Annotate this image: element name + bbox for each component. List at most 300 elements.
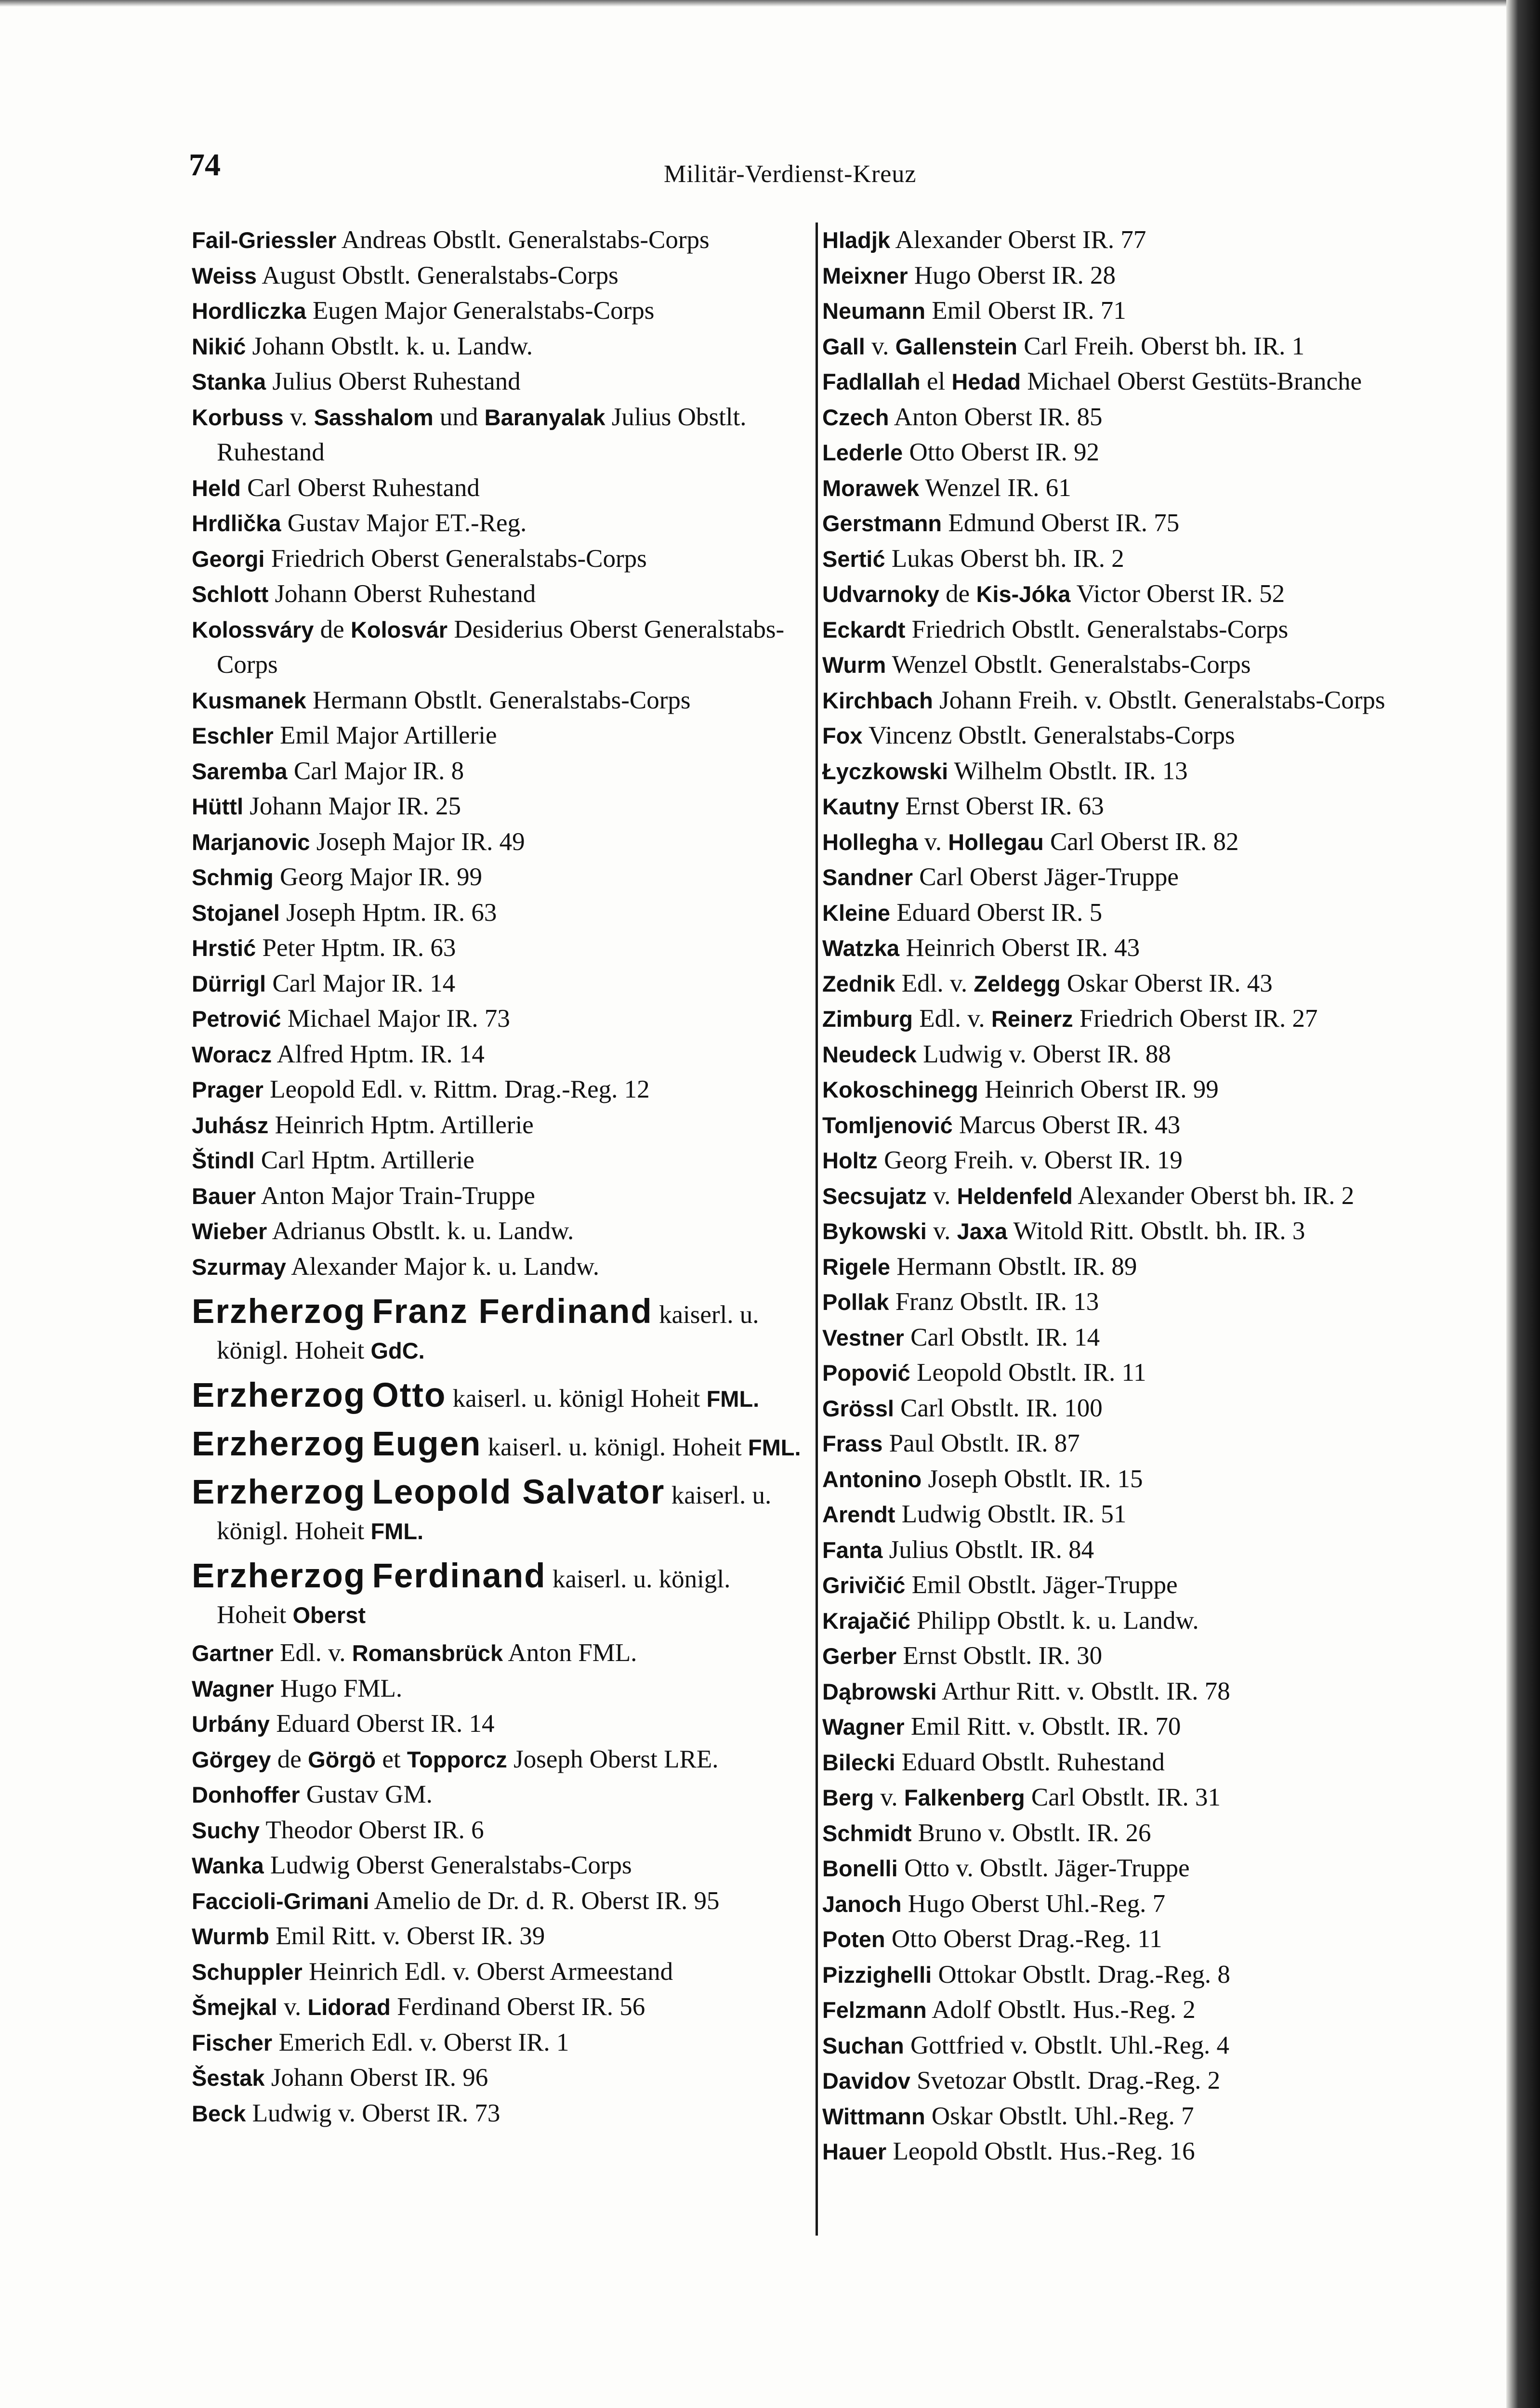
entry-detail: Oskar Oberst IR. 43 [1060, 969, 1273, 997]
entry-detail: Anton Oberst IR. 85 [889, 403, 1103, 431]
entry-surname: Nikić [192, 333, 246, 359]
entry-surname: Vestner [822, 1324, 904, 1350]
entry-detail: Leopold Obstlt. IR. 11 [910, 1359, 1146, 1387]
entry-detail: Eduard Obstlt. Ruhestand [895, 1748, 1165, 1776]
entry-surname: Hrdlička [192, 510, 281, 536]
list-entry [192, 364, 803, 400]
list-entry [822, 2134, 1446, 2170]
left-entry-list [192, 222, 803, 1284]
entry-detail: Ludwig v. Oberst IR. 88 [916, 1040, 1171, 1068]
entry-surname: Gerber [822, 1643, 897, 1669]
entry-detail: Wenzel IR. 61 [919, 473, 1071, 502]
entry-surname: Bykowski [822, 1218, 927, 1244]
entry-detail: Gustav GM. [300, 1780, 433, 1808]
list-entry [192, 1813, 803, 1848]
entry-surname: Zimburg [822, 1006, 913, 1032]
list-entry [822, 293, 1446, 329]
entry-surname: Fail-Griessler [192, 227, 337, 253]
list-entry [192, 1671, 803, 1707]
list-entry [822, 2063, 1446, 2099]
entry-surname: Gartner [192, 1640, 274, 1666]
entry-surname: Fischer [192, 2029, 273, 2055]
list-entry [192, 718, 803, 754]
entry-detail: Otto v. Obstlt. Jäger-Truppe [897, 1854, 1190, 1882]
entry-detail: Emil Oberst IR. 71 [925, 297, 1126, 325]
entry-detail: Lukas Oberst bh. IR. 2 [885, 544, 1124, 573]
entry-detail: de [314, 615, 351, 643]
list-entry [192, 1001, 803, 1037]
list-entry [192, 1848, 803, 1884]
list-entry [822, 364, 1446, 400]
entry-surname: Neudeck [822, 1041, 917, 1067]
entry-detail: Gustav Major ET.-Reg. [281, 509, 527, 537]
list-entry [192, 1178, 803, 1214]
list-entry [822, 1072, 1446, 1108]
entry-detail: Adolf Obstlt. Hus.-Reg. 2 [926, 1996, 1196, 2024]
list-entry [822, 2028, 1446, 2064]
entry-surname: Berg [822, 1785, 874, 1810]
list-entry [192, 612, 803, 683]
entry-detail: Vincenz Obstlt. Generalstabs-Corps [862, 721, 1235, 749]
entry-surname: Felzmann [822, 1997, 927, 2023]
entry-surname: Poten [822, 1926, 885, 1952]
entry-detail: Paul Obstlt. IR. 87 [882, 1429, 1080, 1457]
entry-surname: Czech [822, 404, 889, 430]
entry-surname: Hüttl [192, 794, 244, 819]
entry-surname: Wagner [192, 1675, 274, 1701]
entry-detail: Leopold Edl. v. Rittm. Drag.-Reg. 12 [263, 1075, 650, 1103]
entry-surname: Wieber [192, 1218, 267, 1244]
entry-detail: Anton Major Train-Truppe [256, 1181, 535, 1210]
entry-detail: Julius Obstlt. Ruhestand [217, 403, 747, 466]
entry-surname: Grivičić [822, 1572, 906, 1598]
list-entry [822, 754, 1446, 789]
left-column [192, 222, 803, 2131]
entry-surname: Bauer [192, 1183, 256, 1209]
entry-detail: Edl. v. [912, 1005, 991, 1033]
entry-detail: Carl Obstlt. IR. 31 [1025, 1783, 1221, 1811]
list-entry [192, 1037, 803, 1073]
list-entry [822, 1568, 1446, 1603]
entry-surname: Bilecki [822, 1749, 895, 1775]
column-divider [816, 222, 818, 2236]
archduke-title: Erzherzog [192, 1473, 366, 1511]
list-entry [822, 1816, 1446, 1851]
entry-detail: Johann Freih. v. Obstlt. Generalstabs-Corps [933, 686, 1385, 714]
entry-surname: Secsujatz [822, 1183, 927, 1209]
entry-surname: Antonino [822, 1466, 922, 1492]
entry-detail: Carl Obstlt. IR. 14 [904, 1323, 1100, 1351]
list-entry [822, 1391, 1446, 1426]
entry-detail: Witold Ritt. Obstlt. bh. IR. 3 [1007, 1217, 1305, 1245]
entry-detail: Friedrich Oberst IR. 27 [1073, 1005, 1318, 1033]
list-entry [822, 1957, 1446, 1993]
entry-surname: Fadlallah [822, 369, 921, 394]
entry-detail: Peter Hptm. IR. 63 [256, 934, 456, 962]
archduke-entry [192, 1425, 803, 1466]
entry-detail: Arthur Ritt. v. Obstlt. IR. 78 [936, 1677, 1230, 1705]
entry-detail: Eduard Oberst IR. 5 [890, 898, 1103, 927]
archduke-entry [192, 1376, 803, 1417]
archduke-detail: kaiserl. u. königl. Hoheit [217, 1481, 772, 1545]
entry-detail: Otto Oberst Drag.-Reg. 11 [885, 1925, 1162, 1953]
entry-detail: Carl Oberst Ruhestand [240, 473, 480, 502]
archduke-title: Erzherzog [192, 1425, 366, 1463]
list-entry [822, 1320, 1446, 1356]
entry-surname: Neumann [822, 298, 926, 324]
entry-detail: Ottokar Obstlt. Drag.-Reg. 8 [932, 1960, 1230, 1989]
entry-surname: Hrstić [192, 935, 256, 961]
entry-surname: Meixner [822, 262, 908, 288]
entry-surname: Štindl [192, 1148, 255, 1173]
entry-predicate: Kis-Jóka [976, 581, 1071, 607]
list-entry [822, 1992, 1446, 2028]
entry-detail: Heinrich Oberst IR. 99 [978, 1075, 1219, 1103]
list-entry [192, 754, 803, 789]
entry-detail: Amelio de Dr. d. R. Oberst IR. 95 [369, 1886, 720, 1915]
list-entry [822, 329, 1446, 365]
entry-detail: Leopold Obstlt. Hus.-Reg. 16 [886, 2137, 1195, 2165]
entry-detail: Georg Major IR. 99 [273, 863, 483, 891]
archduke-rank: GdC. [370, 1337, 425, 1363]
entry-predicate: Topporcz [407, 1746, 507, 1772]
list-entry [822, 612, 1446, 648]
entry-detail: Heinrich Edl. v. Oberst Armeestand [302, 1957, 673, 1986]
list-entry [822, 471, 1446, 506]
entry-predicate: Gallenstein [895, 333, 1017, 359]
list-entry [192, 258, 803, 294]
list-entry [192, 1249, 803, 1285]
list-entry [192, 541, 803, 577]
entry-surname: Sandner [822, 864, 913, 890]
entry-surname: Held [192, 475, 241, 501]
entry-predicate: Hedad [951, 369, 1021, 394]
list-entry [822, 1178, 1446, 1214]
entry-surname: Kirchbach [822, 687, 933, 713]
entry-surname: Holtz [822, 1148, 878, 1173]
list-entry [822, 1780, 1446, 1816]
list-entry [192, 1919, 803, 1954]
entry-surname: Udvarnoky [822, 581, 939, 607]
entry-surname: Watzka [822, 935, 900, 961]
entry-detail: Alexander Oberst bh. IR. 2 [1072, 1181, 1355, 1210]
archduke-entry [192, 1557, 803, 1633]
archduke-detail: kaiserl. u. königl. Hoheit [217, 1565, 731, 1629]
entry-detail: Adrianus Obstlt. k. u. Landw. [267, 1217, 574, 1245]
entry-surname: Gerstmann [822, 510, 942, 536]
entry-detail: Emil Ritt. v. Obstlt. IR. 70 [904, 1713, 1181, 1741]
entry-detail: Otto Oberst IR. 92 [903, 438, 1099, 466]
archduke-name: Ferdinand [372, 1557, 546, 1595]
entry-surname: Stanka [192, 369, 266, 394]
list-entry [192, 1706, 803, 1742]
right-column [822, 222, 1446, 2170]
entry-detail: Johann Oberst Ruhestand [268, 580, 536, 608]
entry-detail: Franz Obstlt. IR. 13 [889, 1288, 1099, 1316]
list-entry [822, 258, 1446, 294]
running-title: Militär-Verdienst-Kreuz [664, 160, 917, 188]
entry-surname: Görgey [192, 1746, 271, 1772]
entry-surname: Arendt [822, 1502, 895, 1527]
entry-surname: Tomljenović [822, 1112, 953, 1138]
entry-surname: Saremba [192, 758, 288, 784]
list-entry [192, 471, 803, 506]
list-entry [822, 1638, 1446, 1674]
list-entry [822, 1037, 1446, 1073]
list-entry [192, 789, 803, 824]
list-entry [192, 1884, 803, 1919]
list-entry [822, 400, 1446, 435]
entry-surname: Juhász [192, 1112, 269, 1138]
entry-detail: Hugo Oberst IR. 28 [908, 261, 1116, 289]
list-entry [822, 1745, 1446, 1780]
entry-detail: Emil Major Artillerie [273, 721, 497, 749]
archduke-name: Leopold Salvator [372, 1473, 665, 1511]
entry-detail: Wenzel Obstlt. Generalstabs-Corps [886, 651, 1251, 679]
list-entry [822, 930, 1446, 966]
entry-detail: Michael Oberst Gestüts-Branche [1021, 367, 1362, 395]
list-entry [822, 1426, 1446, 1462]
list-entry [192, 1214, 803, 1249]
entry-detail: Carl Oberst IR. 82 [1043, 827, 1239, 856]
list-entry [822, 647, 1446, 683]
list-entry [822, 1462, 1446, 1497]
entry-detail: Joseph Hptm. IR. 63 [279, 898, 497, 927]
entry-detail: Alfred Hptm. IR. 14 [272, 1040, 485, 1068]
entry-detail: Svetozar Obstlt. Drag.-Reg. 2 [910, 2067, 1221, 2094]
entry-detail: Wilhelm Obstlt. IR. 13 [948, 757, 1188, 785]
entry-detail: Carl Freih. Oberst bh. IR. 1 [1017, 332, 1305, 360]
list-entry [822, 1922, 1446, 1957]
left-entry-list-continued [192, 1636, 803, 2131]
list-entry [192, 966, 803, 1002]
entry-predicate: Reinerz [991, 1006, 1073, 1032]
entry-surname: Petrović [192, 1006, 281, 1032]
list-entry [192, 329, 803, 365]
entry-surname: Zednik [822, 970, 895, 996]
archduke-entry [192, 1473, 803, 1549]
entry-surname: Woracz [192, 1041, 272, 1067]
entry-detail: v. [865, 332, 895, 360]
list-entry [822, 824, 1446, 860]
entry-surname: Urbány [192, 1711, 270, 1737]
entry-predicate: Hollegau [948, 829, 1044, 855]
entry-detail: Carl Hptm. Artillerie [254, 1146, 474, 1174]
entry-detail: Hugo FML. [274, 1674, 403, 1702]
entry-surname: Rigele [822, 1254, 891, 1280]
entry-detail: de [271, 1745, 308, 1773]
list-entry [192, 400, 803, 471]
entry-predicate: Sasshalom [314, 404, 434, 430]
list-entry [822, 789, 1446, 824]
entry-detail: Emil Ritt. v. Oberst IR. 39 [269, 1922, 545, 1950]
entry-predicate: Heldenfeld [957, 1183, 1073, 1209]
entry-surname: Šestak [192, 2065, 265, 2091]
entry-detail: und [433, 403, 485, 431]
entry-predicate: Jaxa [957, 1218, 1008, 1244]
entry-surname: Kusmanek [192, 687, 306, 713]
entry-detail: Eduard Oberst IR. 14 [269, 1710, 495, 1738]
list-entry [822, 1108, 1446, 1143]
entry-surname: Donhoffer [192, 1782, 300, 1807]
entry-detail: Theodor Oberst IR. 6 [260, 1816, 484, 1844]
entry-surname: Janoch [822, 1891, 902, 1917]
entry-detail: Ludwig Obstlt. IR. 51 [895, 1500, 1127, 1528]
list-entry [192, 1072, 803, 1108]
archduke-detail: kaiserl. u. königl. Hoheit [481, 1433, 748, 1461]
list-entry [822, 1886, 1446, 1922]
entry-surname: Kleine [822, 900, 891, 926]
archduke-detail: kaiserl. u. königl. Hoheit [217, 1301, 759, 1364]
entry-detail: Philipp Obstlt. k. u. Landw. [910, 1606, 1199, 1635]
entry-detail: el [920, 367, 952, 395]
entry-surname: Wurm [822, 652, 886, 678]
list-entry [192, 683, 803, 719]
entry-surname: Šmejkal [192, 1994, 277, 2020]
entry-surname: Marjanovic [192, 829, 310, 855]
list-entry [192, 2025, 803, 2061]
entry-surname: Hollegha [822, 829, 918, 855]
entry-detail: Friedrich Oberst Generalstabs-Corps [264, 544, 647, 573]
list-entry [822, 1001, 1446, 1037]
list-entry [822, 1284, 1446, 1320]
entry-surname: Hauer [822, 2139, 887, 2164]
entry-surname: Weiss [192, 262, 257, 288]
list-entry [822, 222, 1446, 258]
list-entry [822, 895, 1446, 931]
list-entry [822, 2099, 1446, 2134]
archduke-list [192, 1292, 803, 1633]
entry-surname: Schmidt [822, 1820, 912, 1846]
entry-surname: Schlott [192, 581, 269, 607]
entry-detail: Anton FML. [503, 1639, 637, 1667]
entry-detail: Hugo Oberst Uhl.-Reg. 7 [901, 1889, 1166, 1918]
list-entry [192, 930, 803, 966]
list-entry [192, 860, 803, 895]
list-entry [192, 506, 803, 541]
list-entry [822, 860, 1446, 895]
entry-surname: Wurmb [192, 1924, 270, 1949]
entry-surname: Wanka [192, 1853, 264, 1878]
entry-surname: Hordliczka [192, 298, 306, 324]
entry-detail: v. [918, 827, 948, 856]
entry-surname: Popović [822, 1360, 910, 1386]
list-entry [192, 222, 803, 258]
archduke-rank: FML. [370, 1518, 424, 1544]
list-entry [822, 1214, 1446, 1249]
list-entry [822, 1851, 1446, 1886]
list-entry [192, 1777, 803, 1813]
archduke-title: Erzherzog [192, 1376, 366, 1414]
entry-predicate: Romansbrück [352, 1640, 503, 1666]
entry-surname: Hladjk [822, 227, 891, 253]
entry-detail: Bruno v. Obstlt. IR. 26 [911, 1819, 1151, 1847]
list-entry [822, 541, 1446, 577]
entry-detail: Friedrich Obstlt. Generalstabs-Corps [905, 615, 1289, 643]
entry-detail: Carl Major IR. 14 [266, 969, 456, 997]
list-entry [192, 576, 803, 612]
entry-surname: Sertić [822, 546, 885, 572]
entry-surname: Krajačić [822, 1608, 910, 1634]
entry-surname: Eschler [192, 723, 274, 748]
entry-surname: Eckardt [822, 616, 906, 642]
list-entry [822, 435, 1446, 471]
list-entry [822, 576, 1446, 612]
list-entry [192, 293, 803, 329]
entry-surname: Lederle [822, 440, 903, 465]
entry-predicate: Görgö [308, 1746, 376, 1772]
list-entry [822, 683, 1446, 719]
archduke-rank: Oberst [292, 1602, 366, 1628]
archduke-name: Eugen [372, 1425, 482, 1463]
entry-surname: Bonelli [822, 1856, 898, 1881]
entry-surname: Gall [822, 333, 865, 359]
entry-surname: Kokoschinegg [822, 1077, 978, 1102]
entry-detail: Carl Major IR. 8 [287, 757, 464, 785]
entry-surname: Georgi [192, 546, 265, 572]
page-number: 74 [189, 147, 221, 183]
entry-surname: Suchy [192, 1817, 260, 1843]
entry-detail: Carl Oberst Jäger-Truppe [913, 863, 1179, 891]
entry-detail: Ernst Oberst IR. 63 [899, 792, 1104, 820]
entry-detail: v. [874, 1783, 904, 1811]
entry-detail: Emerich Edl. v. Oberst IR. 1 [272, 2028, 569, 2056]
entry-detail: v. [926, 1181, 957, 1210]
list-entry [192, 1954, 803, 1990]
entry-detail: Heinrich Oberst IR. 43 [899, 934, 1140, 962]
entry-detail: Carl Obstlt. IR. 100 [894, 1394, 1103, 1422]
archduke-detail: kaiserl. u. königl Hoheit [446, 1385, 707, 1413]
entry-predicate: Lidorad [307, 1994, 391, 2020]
entry-detail: Joseph Oberst LRE. [507, 1745, 719, 1773]
entry-detail: Desiderius Oberst Generalstabs-Corps [217, 615, 785, 679]
list-entry [822, 718, 1446, 754]
entry-detail: Hermann Obstlt. Generalstabs-Corps [306, 686, 691, 714]
archduke-entry [192, 1292, 803, 1368]
entry-detail: Joseph Obstlt. IR. 15 [921, 1465, 1143, 1493]
entry-detail: Eugen Major Generalstabs-Corps [306, 297, 655, 325]
archduke-name: Franz Ferdinand [372, 1293, 653, 1331]
entry-detail: et [376, 1745, 407, 1773]
entry-surname: Morawek [822, 475, 920, 501]
entry-predicate: Falkenberg [904, 1785, 1025, 1810]
list-entry [822, 1143, 1446, 1178]
entry-detail: Ludwig v. Oberst IR. 73 [246, 2099, 500, 2127]
entry-surname: Fanta [822, 1537, 883, 1563]
entry-detail: Emil Obstlt. Jäger-Truppe [905, 1571, 1178, 1599]
list-entry [192, 824, 803, 860]
entry-detail: v. [283, 403, 314, 431]
entry-detail: Johann Major IR. 25 [243, 792, 461, 820]
entry-surname: Suchan [822, 2032, 904, 2058]
entry-surname: Fox [822, 723, 863, 748]
entry-surname: Pollak [822, 1289, 889, 1315]
entry-detail: Michael Major IR. 73 [281, 1005, 510, 1033]
list-entry [822, 506, 1446, 541]
list-entry [192, 1636, 803, 1671]
entry-detail: Ludwig Oberst Generalstabs-Corps [263, 1851, 632, 1879]
entry-surname: Łyczkowski [822, 758, 948, 784]
entry-surname: Kautny [822, 794, 899, 819]
entry-surname: Wagner [822, 1714, 905, 1740]
archduke-rank: FML. [748, 1434, 801, 1460]
entry-detail: Ernst Obstlt. IR. 30 [896, 1642, 1103, 1670]
list-entry [822, 1709, 1446, 1745]
entry-surname: Stojanel [192, 900, 280, 926]
entry-detail: Julius Oberst Ruhestand [266, 367, 521, 395]
entry-detail: Edl. v. [895, 969, 974, 997]
entry-surname: Szurmay [192, 1254, 286, 1280]
